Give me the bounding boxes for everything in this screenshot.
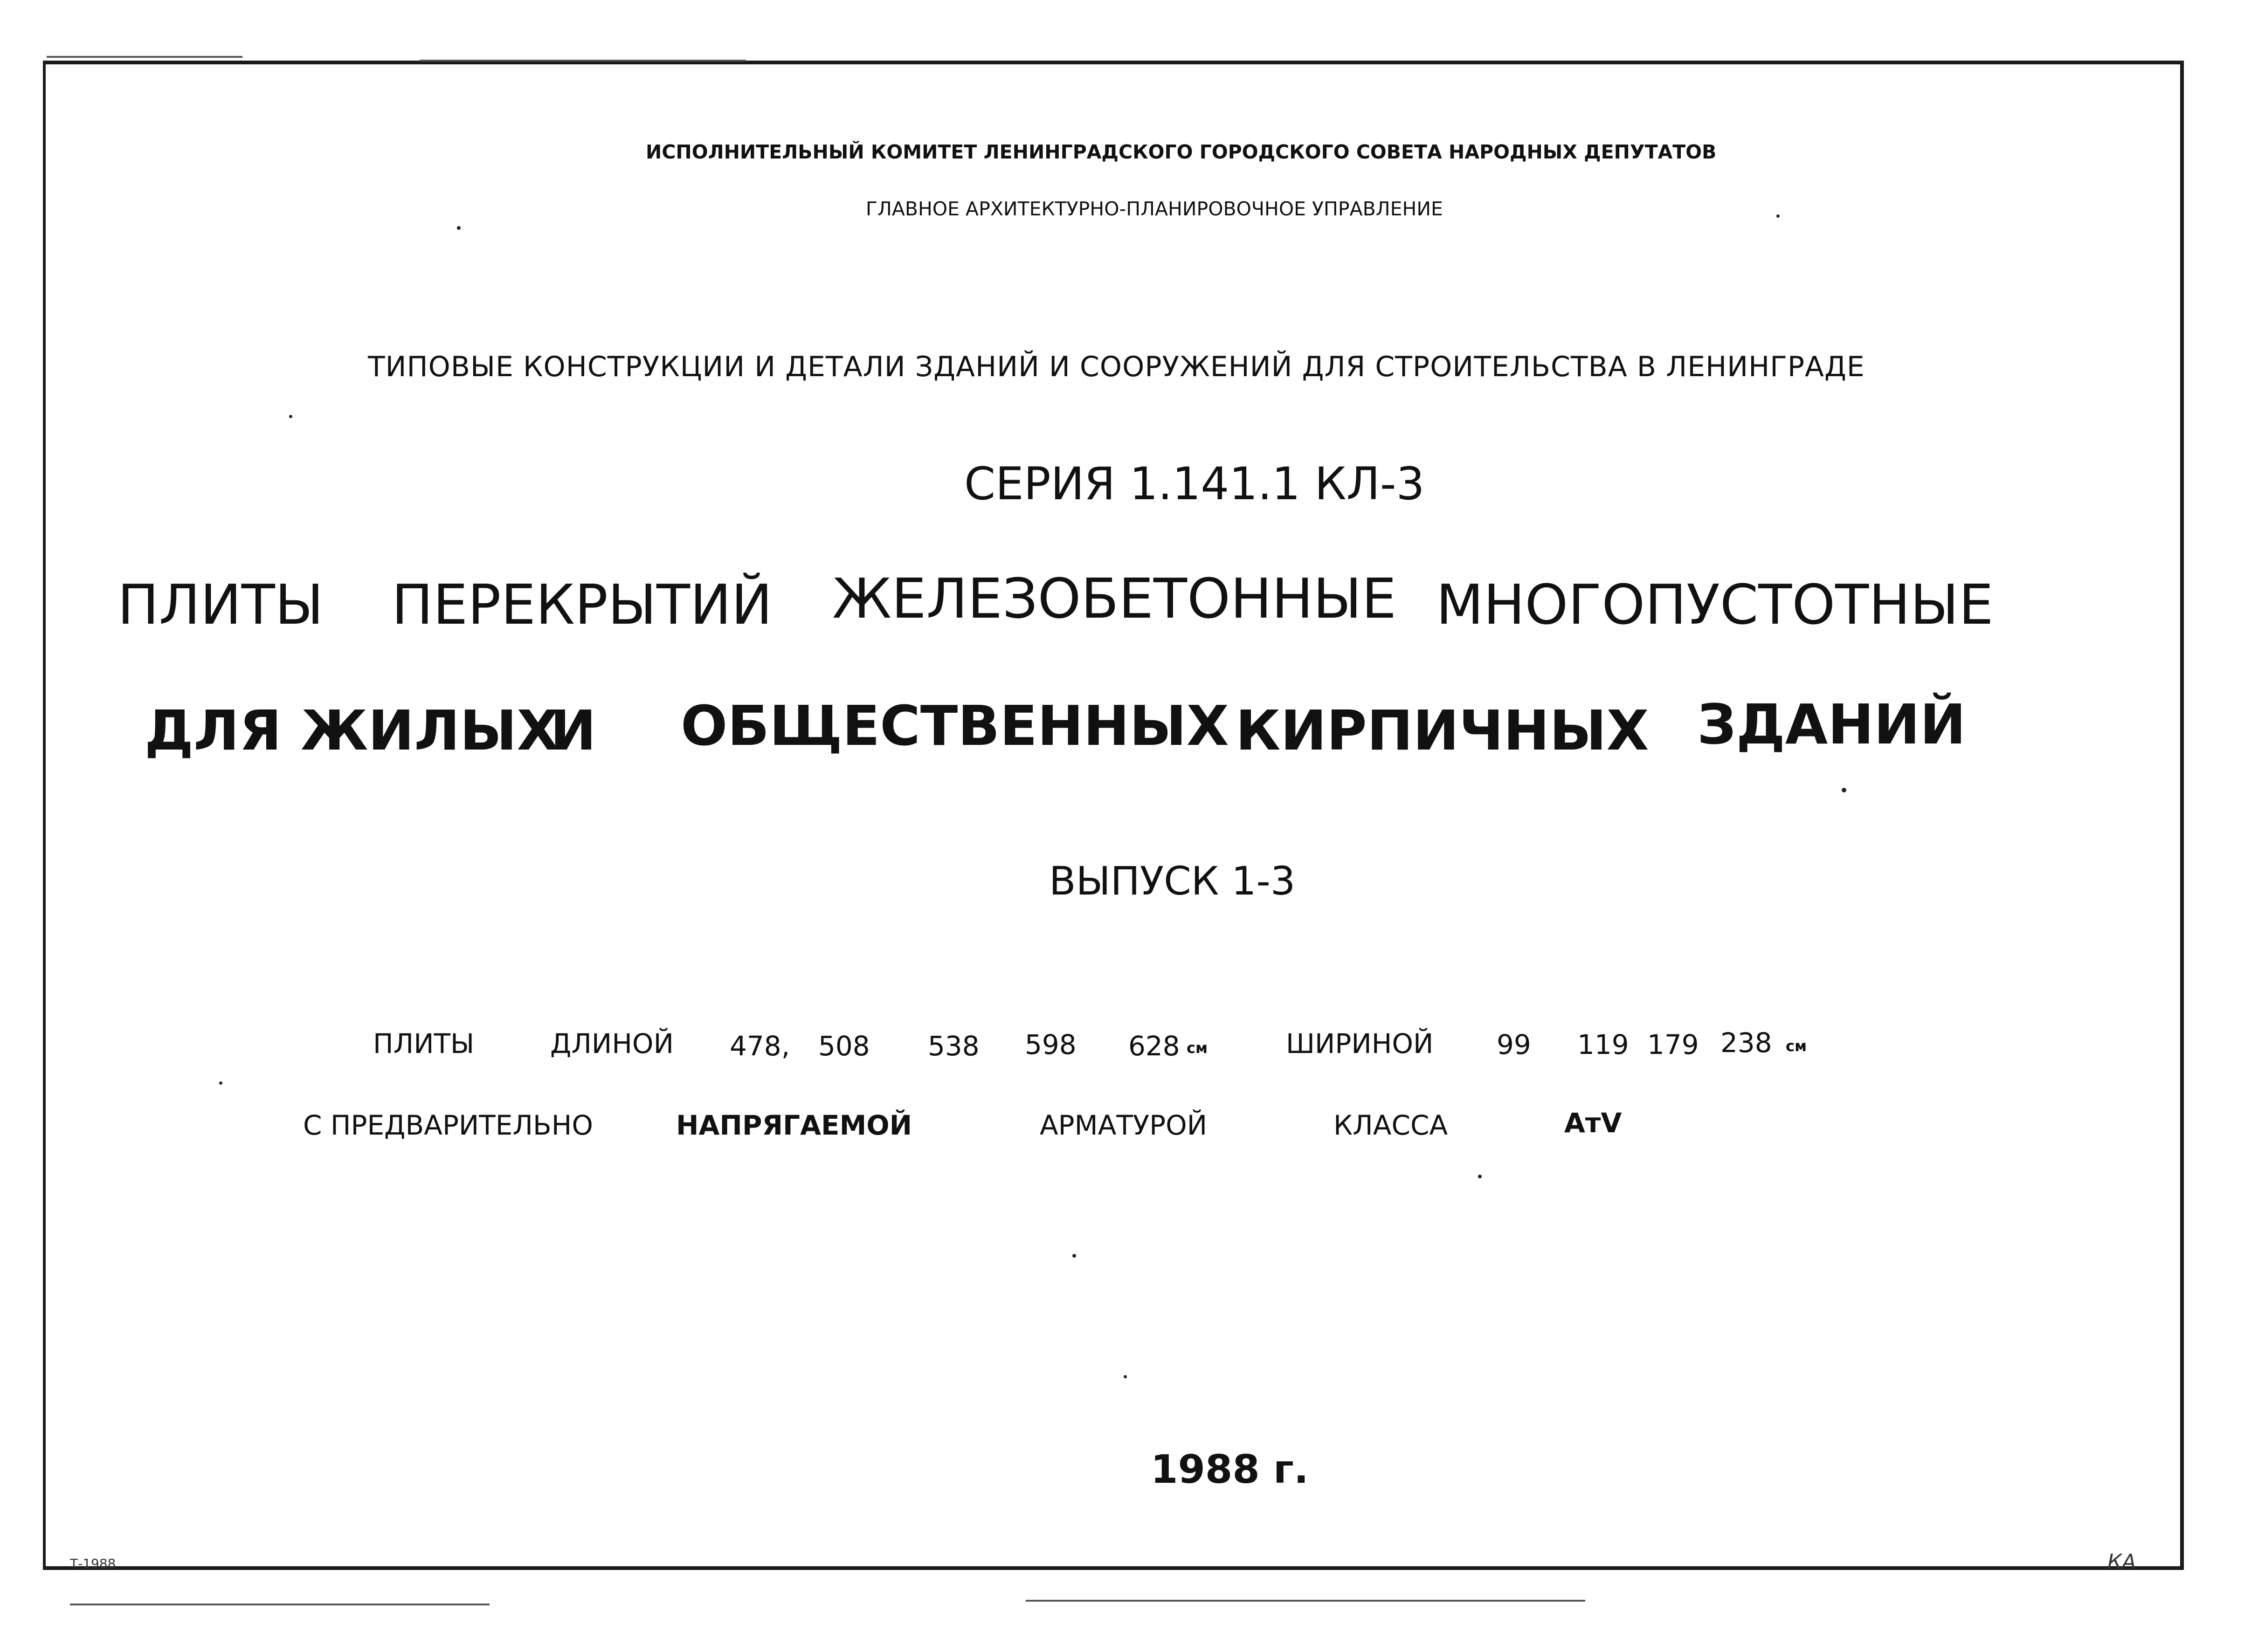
scan-speck	[1478, 1175, 1482, 1178]
year: 1988 г.	[1151, 1446, 1309, 1492]
spec-length-value: 478,	[730, 1030, 790, 1062]
spec-width-unit: см	[1786, 1037, 1807, 1055]
title-word: ДЛЯ ЖИЛЫХ	[145, 698, 559, 763]
series-title: СЕРИЯ 1.141.1 КЛ-3	[964, 458, 1425, 510]
scan-mark	[1026, 1600, 1585, 1602]
scan-speck	[219, 1081, 222, 1085]
spec-word: КЛАССА	[1333, 1109, 1448, 1141]
scan-speck	[1842, 788, 1846, 792]
scan-speck	[1776, 214, 1780, 218]
scan-speck	[457, 226, 461, 230]
title-word: ПЕРЕКРЫТИЙ	[392, 572, 773, 637]
committee-heading: ИСПОЛНИТЕЛЬНЫЙ КОМИТЕТ ЛЕНИНГРАДСКОГО ГОРОДСКОГО СОВЕТА НАРОДНЫХ ДЕПУТАТОВ	[646, 141, 1717, 163]
spec-length-value: 508	[818, 1030, 870, 1062]
title-word: КИРПИЧНЫХ	[1236, 698, 1649, 763]
scan-mark	[70, 1604, 490, 1605]
spec-length-unit: см	[1187, 1039, 1208, 1057]
title-word: ЗДАНИЙ	[1697, 692, 1966, 757]
spec-width-value: 99	[1497, 1029, 1531, 1060]
scan-speck	[1072, 1254, 1076, 1258]
scan-speck	[289, 415, 292, 418]
spec-length-value: 628	[1128, 1030, 1180, 1062]
scan-speck	[1124, 1375, 1127, 1378]
spec-plates: ПЛИТЫ	[373, 1028, 475, 1060]
spec-length-label: ДЛИНОЙ	[550, 1028, 674, 1060]
scan-mark	[47, 56, 242, 58]
spec-width-value: 119	[1577, 1029, 1629, 1060]
issue-number: ВЫПУСК 1-3	[1049, 858, 1296, 904]
spec-class: АтV	[1564, 1107, 1622, 1139]
title-word: ЖЕЛЕЗОБЕТОННЫЕ	[832, 566, 1397, 631]
stamp-bottom-left: Т-1988	[70, 1556, 116, 1571]
spec-width-value: 179	[1647, 1029, 1699, 1060]
title-word: МНОГОПУСТОТНЫЕ	[1436, 572, 1994, 637]
title-word: ОБЩЕСТВЕННЫХ	[681, 694, 1229, 758]
catalog-heading: ТИПОВЫЕ КОНСТРУКЦИИ И ДЕТАЛИ ЗДАНИЙ И СООРУЖЕНИЙ ДЛЯ СТРОИТЕЛЬСТВА В ЛЕНИНГРАДЕ	[368, 351, 1865, 383]
spec-width-label: ШИРИНОЙ	[1286, 1028, 1434, 1060]
title-word: ПЛИТЫ	[117, 572, 324, 637]
stamp-bottom-right: КА	[2107, 1550, 2136, 1574]
spec-width-value: 238	[1720, 1027, 1772, 1059]
scan-mark	[420, 60, 746, 62]
drawing-frame	[43, 61, 2184, 1570]
department-heading: ГЛАВНОЕ АРХИТЕКТУРНО-ПЛАНИРОВОЧНОЕ УПРАВЛЕНИЕ	[866, 198, 1443, 220]
title-word: И	[550, 698, 596, 763]
spec-length-value: 538	[928, 1030, 980, 1062]
spec-word: АРМАТУРОЙ	[1040, 1109, 1208, 1141]
spec-word: НАПРЯГАЕМОЙ	[676, 1109, 912, 1141]
spec-length-value: 598	[1025, 1029, 1077, 1060]
spec-prefix: С ПРЕДВАРИТЕЛЬНО	[303, 1109, 594, 1141]
